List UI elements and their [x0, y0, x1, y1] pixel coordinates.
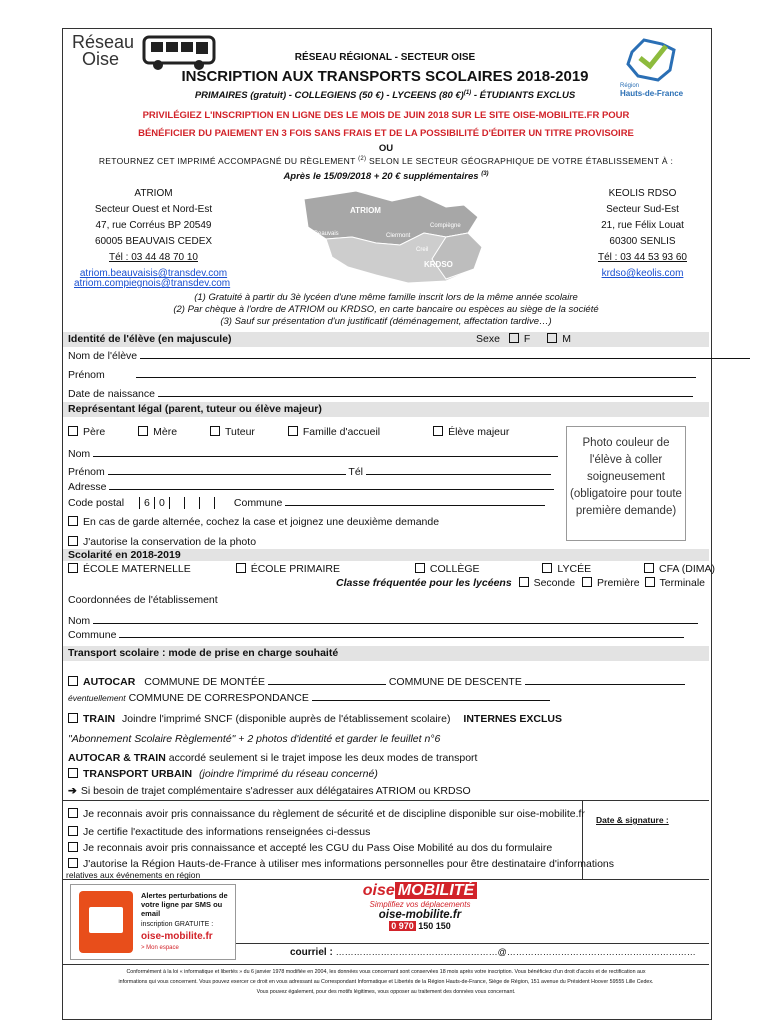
decl-2-label: Je certifie l'exactitude des informations renseignées ci-dessus	[83, 826, 371, 838]
keolis-email-link[interactable]: krdso@keolis.com	[601, 268, 684, 279]
subtitle-sup: (1)	[463, 90, 472, 96]
cp-input[interactable]	[139, 497, 215, 509]
student-prenom-input[interactable]	[136, 368, 696, 378]
map-label-compiegne: Compiègne	[430, 223, 461, 229]
footer-line2: informations qui vous concernent. Vous pouvez exercer ce droit en vous adressant au Correspondant Informatique et Libertés de la Région Hauts-de-France, Siège de Région, 151 avenue du Président Hoover 59555 Lille Cedex.	[118, 979, 654, 985]
student-heading	[63, 332, 709, 347]
school-commune-row	[68, 628, 684, 641]
late-text: Après le 15/09/2018 + 20 € supplémentaires	[283, 171, 479, 183]
return-line	[66, 156, 706, 166]
rep-adresse-label: Adresse	[68, 481, 107, 493]
mere-label: Mère	[153, 426, 178, 438]
autocar-train-row	[68, 752, 477, 764]
atriom-email2	[74, 278, 230, 289]
decl-3-label: Je reconnais avoir pris connaissance et accepté les CGU du Pass Oise Mobilité au dos du formulaire	[83, 842, 553, 854]
return-text: RETOURNEZ CET IMPRIMÉ ACCOMPAGNÉ DU RÈGLEMENT	[98, 156, 356, 166]
decl-3-row	[68, 842, 552, 854]
primaire-label: ÉCOLE PRIMAIRE	[250, 563, 340, 575]
keolis-name: KEOLIS RDSO	[608, 188, 677, 199]
student-birth-input[interactable]	[158, 387, 693, 397]
descente-input[interactable]	[525, 675, 685, 685]
cp-digit-1: 6	[140, 497, 155, 509]
school-commune-input[interactable]	[119, 628, 684, 638]
sexe-m-label: M	[562, 333, 571, 345]
student-birth-label: Date de naissance	[68, 388, 155, 400]
keolis-sector: Secteur Sud-Est	[606, 204, 679, 215]
student-heading-text: Identité de l'élève (en majuscule)	[68, 333, 232, 345]
student-prenom-label: Prénom	[68, 369, 105, 381]
abonnement-text: "Abonnement Scolaire Règlementé" + 2 photos d'identité et garder le feuillet n°6	[68, 733, 441, 745]
correspondance-label: COMMUNE DE CORRESPONDANCE	[128, 692, 309, 704]
decl-1-row	[68, 808, 585, 820]
courriel-input[interactable]: ………………………………………………@………………………………………………………	[335, 947, 696, 957]
rep-tel-label: Tél	[348, 466, 364, 478]
atriom-address	[66, 186, 241, 282]
oise-tagline: Simplifiez vos déplacements	[369, 900, 471, 909]
tuteur-label: Tuteur	[224, 426, 255, 438]
school-levels	[68, 563, 716, 575]
college-label: COLLÈGE	[429, 563, 480, 575]
decl-2-row	[68, 826, 370, 838]
urbain-row	[68, 768, 378, 780]
cfa-label: CFA (DIMA)	[659, 563, 716, 575]
sexe-label: Sexe	[476, 333, 500, 345]
student-birth-row	[68, 387, 693, 400]
eventuellement-label: éventuellement	[68, 693, 126, 703]
eleve-majeur-checkbox[interactable]	[433, 426, 443, 436]
urbain-label: TRANSPORT URBAIN	[83, 768, 193, 780]
footnotes	[66, 292, 706, 328]
atriom-sector: Secteur Ouest et Nord-Est	[94, 204, 213, 215]
map-label-creil: Creil	[416, 247, 429, 253]
rep-commune-input[interactable]	[285, 496, 545, 506]
phone-tag: 0 970	[391, 921, 414, 931]
keolis-tel[interactable]: Tél : 03 44 53 93 60	[598, 252, 687, 263]
atriom-name: ATRIOM	[134, 188, 173, 199]
lycee-class-label: Classe fréquentée pour les lycéens	[336, 577, 512, 589]
correspondance-input[interactable]	[312, 691, 550, 701]
sexe-field	[476, 332, 571, 347]
rep-nom-row	[68, 447, 558, 460]
terminale-label: Terminale	[659, 577, 706, 589]
rep-adresse-row	[68, 480, 554, 493]
map-label-krdso: KRDSO	[424, 260, 453, 269]
alerts-title: Alertes perturbations de votre ligne par SMS ou email	[141, 891, 228, 918]
train-label: TRAIN	[83, 713, 116, 725]
autocar-train-label: AUTOCAR & TRAIN	[68, 752, 166, 764]
note-1: (1) Gratuité à partir du 3è lycéen d'une même famille inscrit lors de la même année scolaire	[194, 292, 578, 303]
footer-line3: Vous pouvez également, pour des motifs légitimes, vous opposer au traitement des données vous concernant.	[256, 989, 516, 995]
subtitle-end: - ÉTUDIANTS EXCLUS	[471, 90, 576, 102]
train-text: Joindre l'imprimé SNCF (disponible auprès de l'établissement scolaire)	[122, 713, 451, 725]
brand-mobilite: MOBILITÉ	[395, 882, 477, 899]
network-label: RÉSEAU RÉGIONAL - SECTEUR OISE	[294, 52, 476, 63]
train-checkbox[interactable]	[68, 713, 78, 723]
map-label-beauvais: Beauvais	[314, 231, 339, 237]
school-nom-input[interactable]	[93, 614, 698, 624]
keolis-city: 60300 SENLIS	[609, 236, 676, 247]
decl-3-checkbox[interactable]	[68, 842, 78, 852]
transport-heading: Transport scolaire : mode de prise en charge souhaité	[63, 646, 709, 661]
descente-label: COMMUNE DE DESCENTE	[388, 676, 522, 688]
famille-checkbox[interactable]	[288, 426, 298, 436]
train-row	[68, 713, 562, 725]
signature-label[interactable]: Date & signature :	[596, 815, 669, 825]
maternelle-label: ÉCOLE MATERNELLE	[83, 563, 191, 575]
alerts-banner	[70, 884, 236, 960]
primaire-checkbox[interactable]	[236, 563, 246, 573]
student-prenom-row	[68, 368, 696, 381]
montee-label: COMMUNE DE MONTÉE	[144, 676, 265, 688]
rep-prenom-label: Prénom	[68, 466, 105, 478]
mere-checkbox[interactable]	[138, 426, 148, 436]
logo-line2: Oise	[82, 49, 120, 69]
rep-adresse-input[interactable]	[109, 480, 554, 490]
school-nom-label: Nom	[68, 615, 91, 627]
autocar-train-text: accordé seulement si le trajet impose les deux modes de transport	[165, 752, 478, 764]
decl-4-label: J'autorise la Région Hauts-de-France à utiliser mes informations personnelles pour être destinataire d'informations	[83, 858, 615, 870]
cp-digit-4	[185, 497, 200, 509]
photo-consent-label: J'autorise la conservation de la photo	[83, 536, 257, 548]
lycee-label: LYCÉE	[557, 563, 592, 575]
cp-digit-2: 0	[155, 497, 170, 509]
cfa-checkbox[interactable]	[644, 563, 654, 573]
logo-line1: Réseau	[72, 32, 135, 52]
school-coords-label: Coordonnées de l'établissement	[68, 594, 218, 606]
urbain-text: (joindre l'imprimé du réseau concerné)	[199, 768, 378, 780]
oise-phone	[350, 921, 490, 931]
urbain-checkbox[interactable]	[68, 768, 78, 778]
alert-phone-icon	[79, 891, 133, 953]
sexe-f-label: F	[523, 333, 531, 345]
atriom-email2-link[interactable]: atriom.compiegnois@transdev.com	[74, 278, 231, 289]
map-label-atriom: ATRIOM	[350, 206, 381, 215]
rep-prenom-input[interactable]	[108, 465, 346, 475]
phone-number: 150 150	[418, 921, 451, 931]
page-title: INSCRIPTION AUX TRANSPORTS SCOLAIRES 2018-2019	[181, 68, 589, 85]
courriel-divider	[236, 943, 709, 944]
tuteur-checkbox[interactable]	[210, 426, 220, 436]
student-nom-label: Nom de l'élève	[68, 350, 138, 362]
footer-legal	[64, 967, 708, 997]
decl-4-continued: relatives aux événements en région	[66, 870, 201, 880]
subtitle-text: PRIMAIRES (gratuit) - COLLEGIENS (50 €) - LYCEENS (80 €)	[194, 90, 464, 102]
declarations-divider	[63, 800, 709, 801]
rep-tel-input[interactable]	[366, 465, 551, 475]
note-2: (2) Par chèque à l'ordre de ATRIOM ou KRDSO, en carte bancaire ou espèces au siège de la société	[173, 304, 599, 315]
note-3: (3) Sauf sur présentation d'un justificatif (déménagement, affectation tardive…)	[220, 316, 552, 327]
internes-label: INTERNES EXCLUS	[463, 713, 563, 725]
rep-prenom-row	[68, 465, 551, 478]
representative-heading: Représentant légal (parent, tuteur ou élève majeur)	[63, 402, 709, 417]
reseau-oise-logo	[72, 34, 134, 68]
subtitle	[120, 90, 650, 101]
garde-row	[68, 516, 439, 528]
promo-line1: PRIVILÉGIEZ L'INSCRIPTION EN LIGNE DES LE MOIS DE JUIN 2018 SUR LE SITE OISE-MOBILITE.FR POUR	[142, 110, 630, 121]
return-sup: (2)	[358, 156, 367, 163]
rep-cp-row	[68, 496, 545, 509]
school-heading: Scolarité en 2018-2019	[63, 549, 709, 561]
photo-consent-row	[68, 536, 256, 548]
autocar-checkbox[interactable]	[68, 676, 78, 686]
decl-1-label: Je reconnais avoir pris connaissance du règlement de sécurité et de discipline disponible sur oise-mobilite.fr	[83, 808, 585, 820]
premiere-label: Première	[596, 577, 640, 589]
seconde-label: Seconde	[533, 577, 576, 589]
atriom-email1-link[interactable]: atriom.beauvaisis@transdev.com	[79, 268, 228, 279]
decl-4-row	[68, 858, 614, 870]
besoin-row	[68, 785, 471, 797]
rep-cp-label: Code postal	[68, 497, 125, 509]
decl-1-checkbox[interactable]	[68, 808, 78, 818]
region-small: Région	[620, 83, 640, 89]
late-line	[66, 171, 706, 182]
pere-checkbox[interactable]	[68, 426, 78, 436]
late-sup: (3)	[481, 171, 489, 177]
keolis-street: 21, rue Félix Louat	[601, 220, 684, 231]
cp-digit-3	[170, 497, 185, 509]
sexe-m-checkbox[interactable]	[547, 333, 557, 343]
school-commune-label: Commune	[68, 629, 117, 641]
garde-checkbox[interactable]	[68, 516, 78, 526]
correspondance-row	[68, 691, 550, 704]
premiere-checkbox[interactable]	[582, 577, 592, 587]
cp-digit-5	[200, 497, 214, 509]
lycee-classes	[336, 577, 705, 589]
student-nom-input[interactable]	[140, 349, 750, 359]
photo-consent-checkbox[interactable]	[68, 536, 78, 546]
college-checkbox[interactable]	[415, 563, 425, 573]
garde-label: En cas de garde alternée, cochez la case et joignez une deuxième demande	[83, 516, 440, 528]
rep-commune-label: Commune	[233, 497, 283, 509]
arrow-icon: ➔	[68, 785, 77, 797]
decl-4-checkbox[interactable]	[68, 858, 78, 868]
region-name: Hauts-de-France	[620, 89, 684, 98]
map-label-clermont: Clermont	[386, 233, 411, 239]
oise-site[interactable]: oise-mobilite.fr	[378, 909, 462, 921]
maternelle-checkbox[interactable]	[68, 563, 78, 573]
montee-input[interactable]	[268, 675, 386, 685]
photo-box[interactable]: Photo couleur de l'élève à coller soigneusement (obligatoire pour toute première demande)	[566, 426, 686, 541]
oise-mobilite-logo	[350, 882, 490, 931]
alerts-free: inscription GRATUITE :	[141, 921, 214, 928]
footer-line1: Conformément à la loi « informatique et libertés » du 6 janvier 1978 modifiée en 2004, les données vous concernant sont conservées 18 mois après votre inscription. Vous bénéficiez d'un droit d'accès et de rectification aux	[126, 969, 646, 975]
atriom-city: 60005 BEAUVAIS CEDEX	[94, 236, 213, 247]
decl-2-checkbox[interactable]	[68, 826, 78, 836]
besoin-text: Si besoin de trajet complémentaire s'adresser aux délégataires ATRIOM ou KRDSO	[80, 785, 471, 797]
promo-ou: OU	[378, 143, 394, 154]
courriel-row	[290, 947, 696, 958]
bottom-divider	[63, 879, 709, 880]
autocar-label: AUTOCAR	[83, 676, 136, 688]
brand-oise: oise	[362, 882, 395, 899]
atriom-street: 47, rue Corréus BP 20549	[95, 220, 212, 231]
footer-divider	[63, 964, 709, 965]
autocar-row	[68, 675, 685, 688]
famille-label: Famille d'accueil	[302, 426, 381, 438]
lycee-checkbox[interactable]	[542, 563, 552, 573]
pere-label: Père	[83, 426, 106, 438]
school-nom-row	[68, 614, 698, 627]
rep-nom-label: Nom	[68, 448, 91, 460]
student-nom-row	[68, 349, 750, 362]
sector-map	[296, 187, 496, 289]
rep-nom-input[interactable]	[93, 447, 558, 457]
oise-mobilite-brand	[350, 882, 490, 900]
alerts-space[interactable]: > Mon espace	[141, 945, 179, 951]
sexe-f-checkbox[interactable]	[509, 333, 519, 343]
eleve-majeur-label: Élève majeur	[448, 426, 510, 438]
terminale-checkbox[interactable]	[645, 577, 655, 587]
courriel-label: courriel :	[290, 947, 333, 958]
seconde-checkbox[interactable]	[519, 577, 529, 587]
atriom-tel[interactable]: Tél : 03 44 48 70 10	[109, 252, 198, 263]
keolis-address	[580, 186, 705, 282]
representative-options	[68, 426, 509, 438]
promo-line2: BÉNÉFICIER DU PAIEMENT EN 3 FOIS SANS FRAIS ET DE LA POSSIBILITÉ D'ÉDITER UN TITRE PROVISOIRE	[138, 128, 634, 139]
alerts-site[interactable]: oise-mobilite.fr	[141, 931, 213, 942]
return-end: SELON LE SECTEUR GÉOGRAPHIQUE DE VOTRE ÉTABLISSEMENT À :	[366, 156, 674, 166]
